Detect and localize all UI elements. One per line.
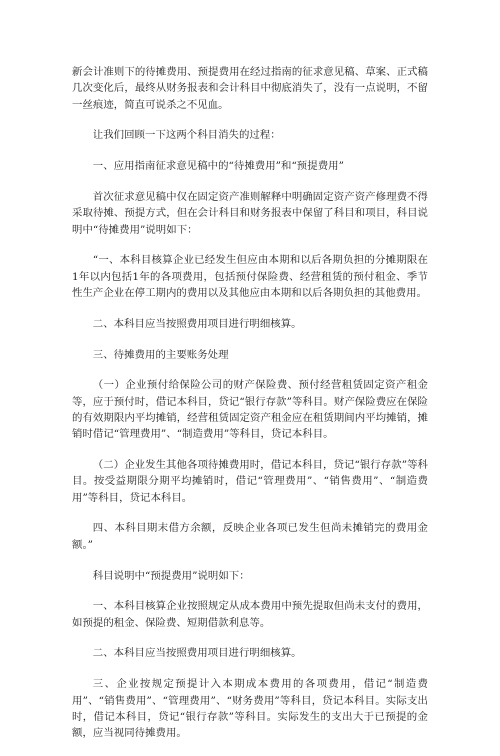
review-intro-paragraph: 让我们回顾一下这两个科目消失的过程： [92, 129, 281, 142]
prepaid-accounting-item-1: （一）企业预付给保险公司的财产保险费、预付经营租赁固定资产租金等，应于预付时，借记本科目，贷记“银行存款”等科目。财产保险费应在保险的有效期限内平均摊销，经营租赁固定资产租金应在租赁期间内平均摊销，摊销时借记“管理费用”、“制造费用”等科目，贷记本科目。 [72, 379, 428, 441]
section-heading-draft: 一、应用指南征求意见稿中的“待摊费用”和“预提费用” [92, 160, 344, 173]
draft-description-paragraph: 首次征求意见稿中仅在固定资产准则解释中明确固定资产资产修理费不得采取待摊、预提方式，但在会计科目和财务报表中保留了科目和项目，科目说明中“待摊费用”说明如下： [72, 190, 428, 236]
accrued-definition-paragraph: 一、本科目核算企业按照规定从成本费用中预先提取但尚未支付的费用，如预提的租金、保险费、短期借款利息等。 [72, 600, 428, 629]
document-body [72, 64, 428, 756]
prepaid-definition-paragraph: “一、本科目核算企业已经发生但应由本期和以后各期负担的分摊期限在1年以内包括1年的各项费用，包括预付保险费、经营租赁的预付租金、季节性生产企业在停工期内的费用以及其他应由本期和以后各期负担的其他费用。 [72, 254, 428, 299]
prepaid-accounting-heading: 三、待摊费用的主要账务处理 [92, 348, 229, 361]
intro-paragraph: 新会计准则下的待摊费用、预提费用在经过指南的征求意见稿、草案、正式稿几次变化后，最终从财务报表和会计科目中彻底消失了，没有一点说明，不留一丝痕迹，简直可说杀之不见血。 [72, 66, 428, 111]
prepaid-balance-paragraph: 四、本科目期末借方余额，反映企业各项已发生但尚未摊销完的费用金额。” [72, 522, 428, 551]
prepaid-detail-paragraph: 二、本科目应当按照费用项目进行明细核算。 [92, 317, 302, 330]
prepaid-accounting-item-2: （二）企业发生其他各项待摊费用时，借记本科目，贷记“银行存款”等科目。按受益期限分期平均摊销时，借记“管理费用”、“销售费用”、“制造费用”等科目，贷记本科目。 [72, 459, 428, 504]
accrued-intro-paragraph: 科目说明中“预提费用”说明如下： [92, 569, 250, 582]
accrued-detail-paragraph: 二、本科目应当按照费用项目进行明细核算。 [92, 647, 302, 660]
accrued-accounting-paragraph: 三、企业按规定预提计入本期成本费用的各项费用，借记“制造费用”、“销售费用”、“管理费用”、“财务费用”等科目，贷记本科目。实际支出时，借记本科目，贷记“银行存款”等科目。实际发生的支出大于已预提的金额，应当视同待摊费用。 [72, 678, 428, 740]
